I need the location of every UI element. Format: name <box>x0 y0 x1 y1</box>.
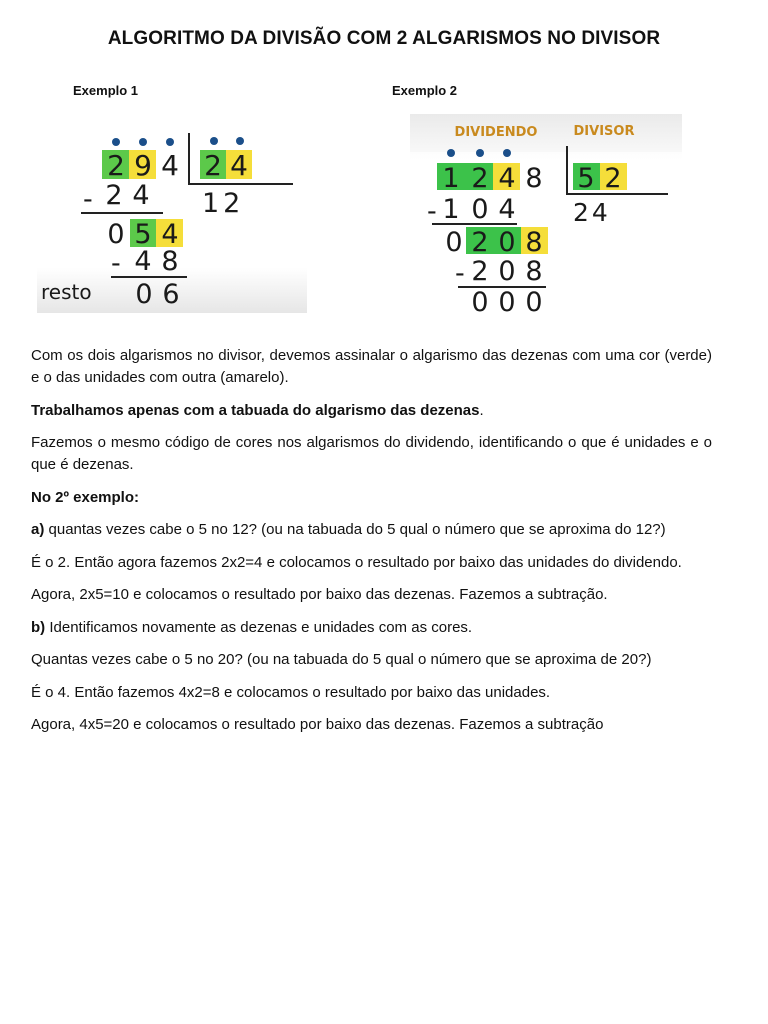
sub-digit: 2 <box>105 180 123 211</box>
item-marker: b) <box>31 618 46 636</box>
rest-digit: 0 <box>445 227 463 258</box>
paragraph: Agora, 4x5=20 e colocamos o resultado por baixo das dezenas. Fazemos a subtração <box>31 716 604 733</box>
paragraph-end: . <box>479 401 484 419</box>
sub-digit: 0 <box>498 256 516 287</box>
minus-sign: - <box>427 196 437 227</box>
example-2-division <box>410 114 682 323</box>
example-1-image <box>37 107 307 313</box>
dividend-digit: 2 <box>107 149 125 182</box>
dividend-digit: 2 <box>471 163 489 194</box>
minus-sign: - <box>111 248 121 279</box>
divisor-digit: 4 <box>230 149 248 182</box>
example-1-label: Exemplo 1 <box>73 83 139 98</box>
rest-digit: 0 <box>135 279 153 310</box>
dot-marker <box>139 138 147 146</box>
final-digit: 0 <box>525 287 543 318</box>
header-dividend: DIVIDENDO <box>454 125 538 140</box>
paragraph: Com os dois algarismos no divisor, devemos assinalar o algarismo das dezenas com uma cor (verde) e o das unidades com outra (amarelo). <box>31 347 712 386</box>
paragraph: Agora, 2x5=10 e colocamos o resultado por baixo das dezenas. Fazemos a subtração. <box>31 586 608 603</box>
paragraph <box>31 617 712 639</box>
divisor-digit: 2 <box>204 149 222 182</box>
explanation-text <box>31 345 712 747</box>
dot-marker <box>476 149 484 157</box>
sub-digit: 4 <box>132 180 150 211</box>
dividend-digit: 1 <box>442 163 460 194</box>
rest-digit: 0 <box>107 219 125 250</box>
rest-digit: 2 <box>471 227 489 258</box>
example-2-label: Exemplo 2 <box>392 83 458 98</box>
item-text: Identificamos novamente as dezenas e unidades com as cores. <box>45 618 473 636</box>
dividend-digit: 9 <box>134 149 152 182</box>
subheading: No 2º exemplo: <box>31 488 140 506</box>
bold-text: Trabalhamos apenas com a tabuada do algarismo das dezenas <box>31 401 480 419</box>
quotient: 24 <box>573 198 611 227</box>
dividend-digit: 8 <box>525 163 543 194</box>
page-title: ALGORITMO DA DIVISÃO COM 2 ALGARISMOS NO DIVISOR <box>107 28 661 49</box>
sub-digit: 1 <box>442 194 460 225</box>
paragraph: Quantas vezes cabe o 5 no 20? (ou na tabuada do 5 qual o número que se aproxima de 20?) <box>31 651 652 668</box>
divisor-digit: 2 <box>604 163 622 194</box>
rest-digit: 8 <box>525 227 543 258</box>
sub-digit: 4 <box>498 194 516 225</box>
final-digit: 0 <box>471 287 489 318</box>
item-text: quantas vezes cabe o 5 no 12? (ou na tabuada do 5 qual o número que se aproxima do 12?) <box>44 521 666 538</box>
item-marker: a) <box>31 521 45 538</box>
dividend-digit: 4 <box>161 149 179 182</box>
rest-digit: 5 <box>134 219 152 250</box>
sub-digit: 2 <box>471 256 489 287</box>
rest-label: resto <box>41 280 92 304</box>
paragraph: É o 4. Então fazemos 4x2=8 e colocamos o resultado por baixo das unidades. <box>31 683 551 701</box>
header-divisor: DIVISOR <box>573 124 635 139</box>
sub-digit: 0 <box>471 194 489 225</box>
paragraph: Fazemos o mesmo código de cores nos algarismos do dividendo, identificando o que é unidades e o que é dezenas. <box>31 434 712 473</box>
dot-marker <box>210 137 218 145</box>
dot-marker <box>236 137 244 145</box>
example-1-division <box>37 107 307 313</box>
divisor-digit: 5 <box>577 163 595 194</box>
minus-sign: - <box>83 184 93 215</box>
sub-digit: 8 <box>525 256 543 287</box>
final-digit: 0 <box>498 287 516 318</box>
dot-marker <box>447 149 455 157</box>
dot-marker <box>112 138 120 146</box>
sub-digit: 4 <box>134 246 152 277</box>
rest-digit: 4 <box>161 219 179 250</box>
rest-digit: 6 <box>162 279 180 310</box>
minus-sign: - <box>455 258 465 289</box>
paragraph <box>31 400 712 422</box>
quotient: 12 <box>202 188 245 219</box>
dividend-digit: 4 <box>498 163 516 194</box>
paragraph: É o 2. Então agora fazemos 2x2=4 e colocamos o resultado por baixo das unidades do dividendo. <box>31 553 682 571</box>
rest-digit: 0 <box>498 227 516 258</box>
example-2-image <box>410 114 682 323</box>
dot-marker <box>166 138 174 146</box>
dot-marker <box>503 149 511 157</box>
paragraph <box>31 519 712 541</box>
sub-digit: 8 <box>161 246 179 277</box>
